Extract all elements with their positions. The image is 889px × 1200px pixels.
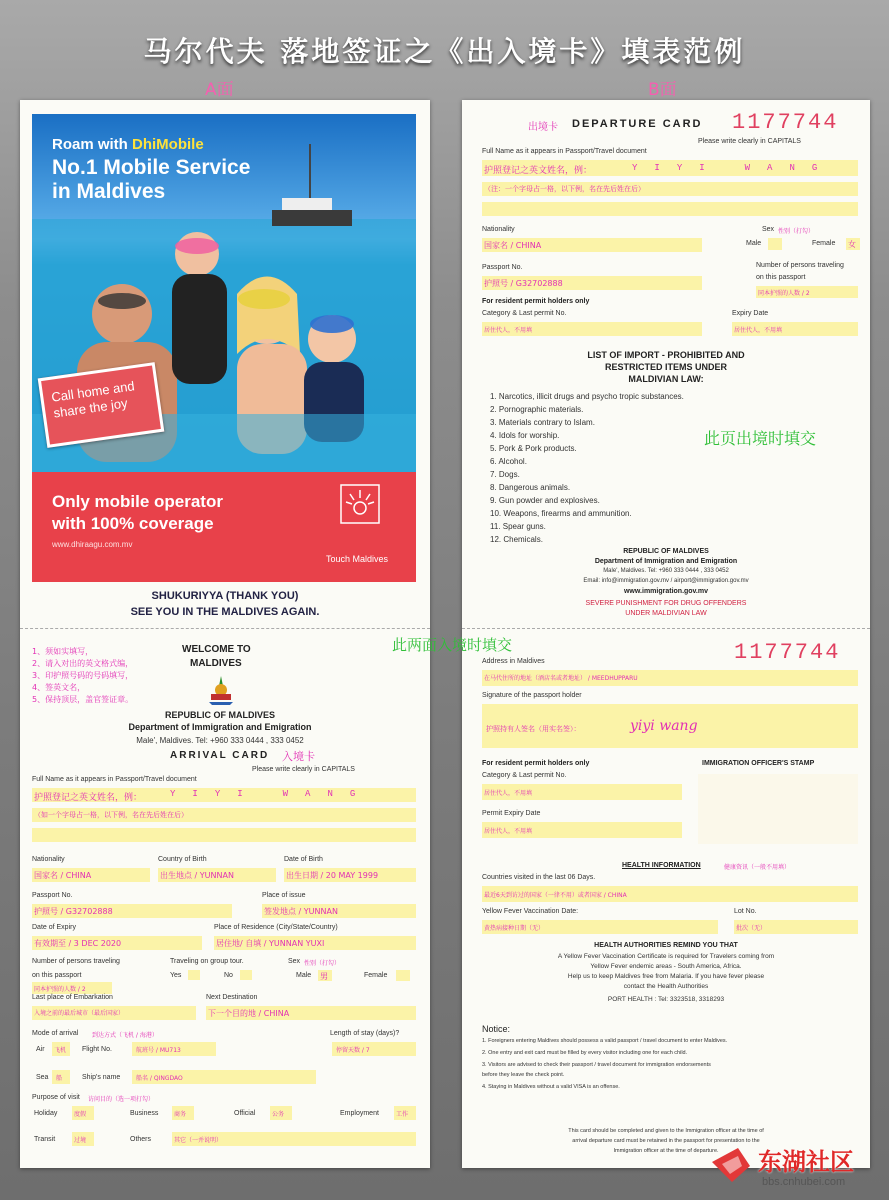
arrival-back-serial: 1177744 (734, 640, 841, 665)
sex-female-box[interactable] (396, 970, 410, 981)
name-letter: Y (214, 789, 221, 799)
watermark-name: 东湖社区 (758, 1148, 854, 1176)
list-item: 11. Spear guns. (490, 522, 546, 531)
dep-persons-label: Number of persons traveling (756, 262, 844, 269)
name-letter: W (744, 163, 751, 173)
departure-label-cn: 出境卡 (528, 122, 558, 133)
sex-male-mark: 男 (320, 972, 328, 981)
doe-value: 有效期至 / 3 DEC 2020 (34, 939, 122, 948)
passport-label: Passport No. (32, 892, 73, 899)
remind-line: A Yellow Fever Vaccination Certificate is required for Travelers coming from (557, 953, 775, 960)
list-item: 6. Alcohol. (490, 457, 527, 466)
yf-label: Yellow Fever Vaccination Date: (482, 908, 579, 915)
sun-logo-icon (340, 484, 380, 524)
list-item: 3. Materials contrary to Islam. (490, 418, 595, 427)
welcome-line1: WELCOME TO (182, 644, 251, 655)
name-letter: I (699, 163, 705, 173)
list-item: 7. Dogs. (490, 470, 520, 479)
dep-sex-male-box[interactable] (768, 238, 782, 250)
label-side-b: B面 (648, 80, 677, 100)
embark-label: Last place of Embarkation (32, 994, 113, 1001)
remind-line: Yellow Fever endemic areas - South America, Africa. (590, 963, 742, 970)
notice-line: 4. Staying in Maldives without a valid VISA is an offense. (482, 1084, 620, 1090)
dep-persons-value: 同本护照的人数 / 2 (758, 290, 810, 297)
label-side-a: A面 (205, 80, 234, 100)
back-expiry-value: 居住代人，不用填 (484, 828, 533, 835)
name-letter: I (192, 789, 198, 799)
dep-persons-label2: on this passport (756, 274, 806, 281)
ad-line3: in Maldives (52, 180, 166, 203)
back-resident-label: For resident permit holders only (482, 760, 590, 767)
arrival-fullname-field-3[interactable] (32, 828, 416, 842)
signature-hint: 护照持有人签名（用实名签）： (486, 725, 581, 733)
arrival-capitals: Please write clearly in CAPITALS (252, 766, 355, 773)
name-letter: A (767, 163, 773, 173)
notice-line: 2. One entry and exit card must be filled by every visitor including one for each child. (482, 1050, 688, 1056)
group-yes: Yes (170, 972, 182, 979)
mode-label: Mode of arrival (32, 1030, 79, 1037)
next-value: 下一个目的地 / CHINA (208, 1009, 290, 1018)
stay-value: 停留天数 / 7 (336, 1047, 370, 1054)
maldives-emblem-icon (206, 674, 236, 706)
dep-address: Male', Maldives. Tel: +960 333 0444 , 333 0452 (603, 568, 729, 574)
step-4: 4、签英文名， (32, 683, 86, 692)
por-label: Place of Residence (City/State/Country) (214, 924, 338, 931)
transit-label: Transit (34, 1136, 56, 1143)
thanks-line1: SHUKURIYYA (THANK YOU) (151, 590, 299, 602)
arrival-address: Male', Maldives. Tel: +960 333 0444 , 333 0452 (136, 736, 304, 745)
name-letter: I (654, 163, 660, 173)
foot-line: Immigration officer at the time of departure. (613, 1148, 719, 1154)
persons-label: Number of persons traveling (32, 958, 120, 965)
name-letter (722, 163, 728, 173)
name-letter (260, 789, 266, 799)
poi-label: Place of issue (262, 892, 306, 899)
list-item: 1. Narcotics, illicit drugs and psycho tropic substances. (490, 392, 684, 401)
holiday-value: 度假 (74, 1111, 87, 1118)
dep-nationality-value: 国家名 / CHINA (484, 241, 542, 250)
welcome-line2: MALDIVES (190, 658, 242, 669)
signature-label: Signature of the passport holder (482, 692, 582, 699)
name-letter: N (789, 163, 795, 173)
ad-brand: DhiMobile (132, 136, 204, 153)
list-title-3: MALDIVIAN LAW: (628, 374, 704, 384)
list-item: 5. Pork & Pork products. (490, 444, 577, 453)
card-side-a (20, 100, 430, 1168)
notice-line: 3. Visitors are advised to check their passport / travel document for immigration endorsements (482, 1062, 711, 1068)
name-letter: G (811, 163, 818, 173)
departure-capitals: Please write clearly in CAPITALS (698, 138, 801, 145)
flight-value: 航班号 / MU713 (136, 1047, 181, 1054)
notice-title: Notice: (482, 1024, 511, 1034)
step-5: 5、保持顶层，盖官签证章。 (32, 695, 134, 704)
name-letter: W (282, 789, 289, 799)
ad-bottom2: with 100% coverage (52, 514, 214, 533)
step-3: 3、印护照号码的号码填写， (32, 671, 134, 680)
nationality-value: 国家名 / CHINA (34, 871, 92, 880)
air-label: Air (36, 1046, 45, 1053)
name-letter: Y (632, 163, 638, 173)
sex-male: Male (296, 972, 312, 979)
employment-label: Employment (340, 1110, 379, 1117)
ad-stamp-text: Call home and share the joy (50, 378, 136, 421)
remind-line: Help us to keep Maldives free from Malaria. If you have fever please (567, 973, 765, 980)
dep-nationality-label: Nationality (482, 226, 515, 233)
watermark-url: bbs.cnhubei.com (762, 1176, 846, 1188)
step-1: 1、须如实填写， (32, 647, 94, 656)
dep-sex-label: Sex (762, 226, 775, 233)
dob-value: 出生日期 / 20 MAY 1999 (286, 871, 379, 880)
arrival-card-title-cn: 入境卡 (282, 750, 315, 763)
notice-line: before they leave the check point. (482, 1072, 565, 1078)
remind-line: contact the Health Authorities (623, 983, 709, 990)
thanks-line2: SEE YOU IN THE MALDIVES AGAIN. (130, 606, 320, 618)
dep-category-value: 居住代人，不用填 (484, 327, 533, 334)
advertisement (32, 114, 416, 582)
mode-hint: 到达方式（飞机 / 海港） (92, 1032, 158, 1039)
cob-value: 出生地点 / YUNNAN (160, 871, 234, 880)
list-item: 4. Idols for worship. (490, 431, 560, 440)
nationality-label: Nationality (32, 856, 65, 863)
address-value: 在马代住所的地址（酒店名或者地址） / MEEDHUPPARU (484, 675, 638, 682)
list-item: 12. Chemicals. (490, 535, 543, 544)
notice-line: 1. Foreigners entering Maldives should possess a valid passport / travel document to enter Maldives. (482, 1038, 728, 1044)
health-title: HEALTH INFORMATION (622, 862, 701, 869)
ad-line2: No.1 Mobile Service (52, 156, 251, 179)
list-item: 2. Pornographic materials. (490, 405, 584, 414)
officer-stamp-label: IMMIGRATION OFFICER'S STAMP (702, 760, 815, 767)
countries-value: 最近6天到访过的国家（一律不用）或者国家 / CHINA (484, 892, 627, 899)
dep-passport-value: 护照号 / G32702888 (484, 279, 563, 288)
air-value: 飞机 (54, 1047, 67, 1054)
dob-label: Date of Birth (284, 856, 323, 863)
group-label: Traveling on group tour. (170, 958, 244, 965)
dep-fullname-hint: 护照登记之英文姓名，例： (484, 166, 593, 176)
arrival-dept: Department of Immigration and Emigration (128, 722, 312, 732)
lot-label: Lot No. (734, 908, 757, 915)
persons-value: 同本护照的人数 / 2 (34, 986, 86, 993)
employment-value: 工作 (396, 1111, 409, 1118)
name-letter: G (349, 789, 356, 799)
port-health: PORT HEALTH : Tel: 3323518, 3318293 (607, 996, 725, 1003)
ad-brand-tagline: Touch Maldives (326, 554, 389, 564)
address-label: Address in Maldives (482, 658, 545, 665)
cob-label: Country of Birth (158, 856, 207, 863)
page-title: 马尔代夫 落地签证之《出入境卡》填表范例 (143, 35, 746, 68)
list-item: 9. Gun powder and explosives. (490, 496, 600, 505)
signature-value: yiyi wang (630, 718, 698, 734)
name-letter: Y (170, 789, 176, 799)
purpose-label: Purpose of visit (32, 1094, 80, 1101)
dep-expiry-value: 居住代人，不用填 (734, 327, 783, 334)
ship-value: 船名 / QINGDAO (136, 1075, 183, 1082)
dep-sex-female-mark: 女 (848, 240, 856, 249)
dep-fullname-hint2: （注：一个字母占一格，以下例，名在先后姓在后） (484, 185, 645, 193)
business-value: 商务 (174, 1111, 187, 1118)
embark-value: 入境之前的最后城市（最后国家） (34, 1010, 125, 1017)
arrival-card-title: ARRIVAL CARD (170, 750, 270, 761)
list-title-1: LIST OF IMPORT - PROHIBITED AND (587, 350, 745, 360)
health-hint: 健康资讯（一般不用填） (724, 864, 791, 871)
dep-web: www.immigration.gov.mv (623, 588, 708, 595)
transit-value: 过境 (74, 1137, 87, 1144)
holiday-label: Holiday (34, 1110, 58, 1117)
departure-serial: 1177744 (732, 110, 839, 135)
others-label: Others (130, 1136, 152, 1143)
official-value: 公务 (272, 1111, 285, 1118)
arrival-republic: REPUBLIC OF MALDIVES (164, 710, 275, 720)
note-both-sides: 此两面入境时填交 (392, 636, 513, 654)
por-value: 居住地/ 自填 / YUNNAN YUXI (216, 939, 325, 948)
dep-name-letters (632, 163, 817, 173)
doe-label: Date of Expiry (32, 924, 76, 931)
arrival-fullname-hint2: （如一个字母占一格，以下例，名在先后姓在后） (34, 811, 188, 819)
passport-value: 护照号 / G32702888 (34, 907, 113, 916)
remind-title: HEALTH AUTHORITIES REMIND YOU THAT (594, 942, 738, 949)
dep-fullname-field-3[interactable] (482, 202, 858, 216)
name-letter: A (305, 789, 311, 799)
sex-label: Sex (288, 958, 301, 965)
back-expiry-label: Permit Expiry Date (482, 810, 541, 817)
dep-fullname-label: Full Name as it appears in Passport/Travel document (482, 148, 647, 155)
departure-title: DEPARTURE CARD (572, 118, 703, 130)
dep-sex-male: Male (746, 240, 762, 247)
foot-line: This card should be completed and given to the Immigration officer at the time of (568, 1128, 764, 1134)
step-2: 2、请入对出的英文格式编， (32, 659, 134, 668)
lot-value: 批次（无） (736, 925, 767, 932)
flight-label: Flight No. (82, 1046, 112, 1053)
ad-line1-pre: Roam with (52, 136, 133, 153)
poi-value: 签发地点 / YUNNAN (264, 907, 338, 916)
dep-republic: REPUBLIC OF MALDIVES (623, 548, 709, 555)
sea-label: Sea (36, 1074, 49, 1081)
arrival-name-letters (170, 789, 355, 799)
name-letter: N (327, 789, 333, 799)
back-category-label: Category & Last permit No. (482, 772, 567, 779)
dep-dept: Department of Immigration and Emigration (594, 558, 738, 565)
dep-sex-hint: 性别（打勾） (778, 228, 815, 235)
ship-label: Ship's name (82, 1074, 121, 1081)
sex-hint: 性别（打勾） (304, 960, 341, 967)
stay-label: Length of stay (days)? (330, 1030, 400, 1037)
dep-expiry-label: Expiry Date (732, 310, 769, 317)
perforation-line (20, 628, 430, 629)
note-exit: 此页出境时填交 (704, 429, 817, 448)
next-label: Next Destination (206, 994, 258, 1001)
dep-punish-2: UNDER MALDIVIAN LAW (625, 610, 707, 617)
name-letter: Y (676, 163, 683, 173)
dep-punish-1: SEVERE PUNISHMENT FOR DRUG OFFENDERS (585, 600, 747, 607)
group-yes-box[interactable] (188, 970, 200, 980)
name-letter: I (237, 789, 243, 799)
arrival-fullname-label: Full Name as it appears in Passport/Travel document (32, 776, 197, 783)
group-no-box[interactable] (240, 970, 252, 980)
yf-value: 黄热病接种日期（无） (484, 925, 545, 932)
foot-line: arrival departure card must be retained in the passport for presentation to the (572, 1138, 760, 1144)
others-value: 其它（一并说明） (174, 1137, 223, 1144)
dep-passport-label: Passport No. (482, 264, 523, 271)
ad-bottom1: Only mobile operator (52, 492, 223, 511)
sex-female: Female (364, 972, 388, 979)
arrival-fullname-hint: 护照登记之英文姓名，例： (34, 793, 143, 803)
dep-category-label: Category & Last permit No. (482, 310, 567, 317)
sea-value: 船 (56, 1075, 63, 1082)
officer-stamp-box (698, 774, 858, 844)
countries-label: Countries visited in the last 06 Days. (482, 874, 596, 881)
watermark-logo-icon (708, 1142, 754, 1186)
persons-label2: on this passport (32, 972, 82, 979)
card-side-b (462, 100, 870, 1168)
back-category-value: 居住代人，不用填 (484, 790, 533, 797)
list-item: 8. Dangerous animals. (490, 483, 571, 492)
dep-sex-female: Female (812, 240, 836, 247)
business-label: Business (130, 1110, 159, 1117)
list-title-2: RESTRICTED ITEMS UNDER (604, 362, 727, 372)
dep-email: Email: info@immigration.gov.mv / airport@immigration.gov.mv (583, 578, 749, 584)
perforation-line (462, 628, 870, 629)
ad-url: www.dhiraagu.com.mv (52, 540, 133, 549)
dep-resident-label: For resident permit holders only (482, 298, 590, 305)
list-item: 10. Weapons, firearms and ammunition. (490, 509, 632, 518)
group-no: No (224, 972, 233, 979)
official-label: Official (234, 1110, 256, 1117)
purpose-hint: 访问目的（选一项打勾） (88, 1096, 155, 1103)
